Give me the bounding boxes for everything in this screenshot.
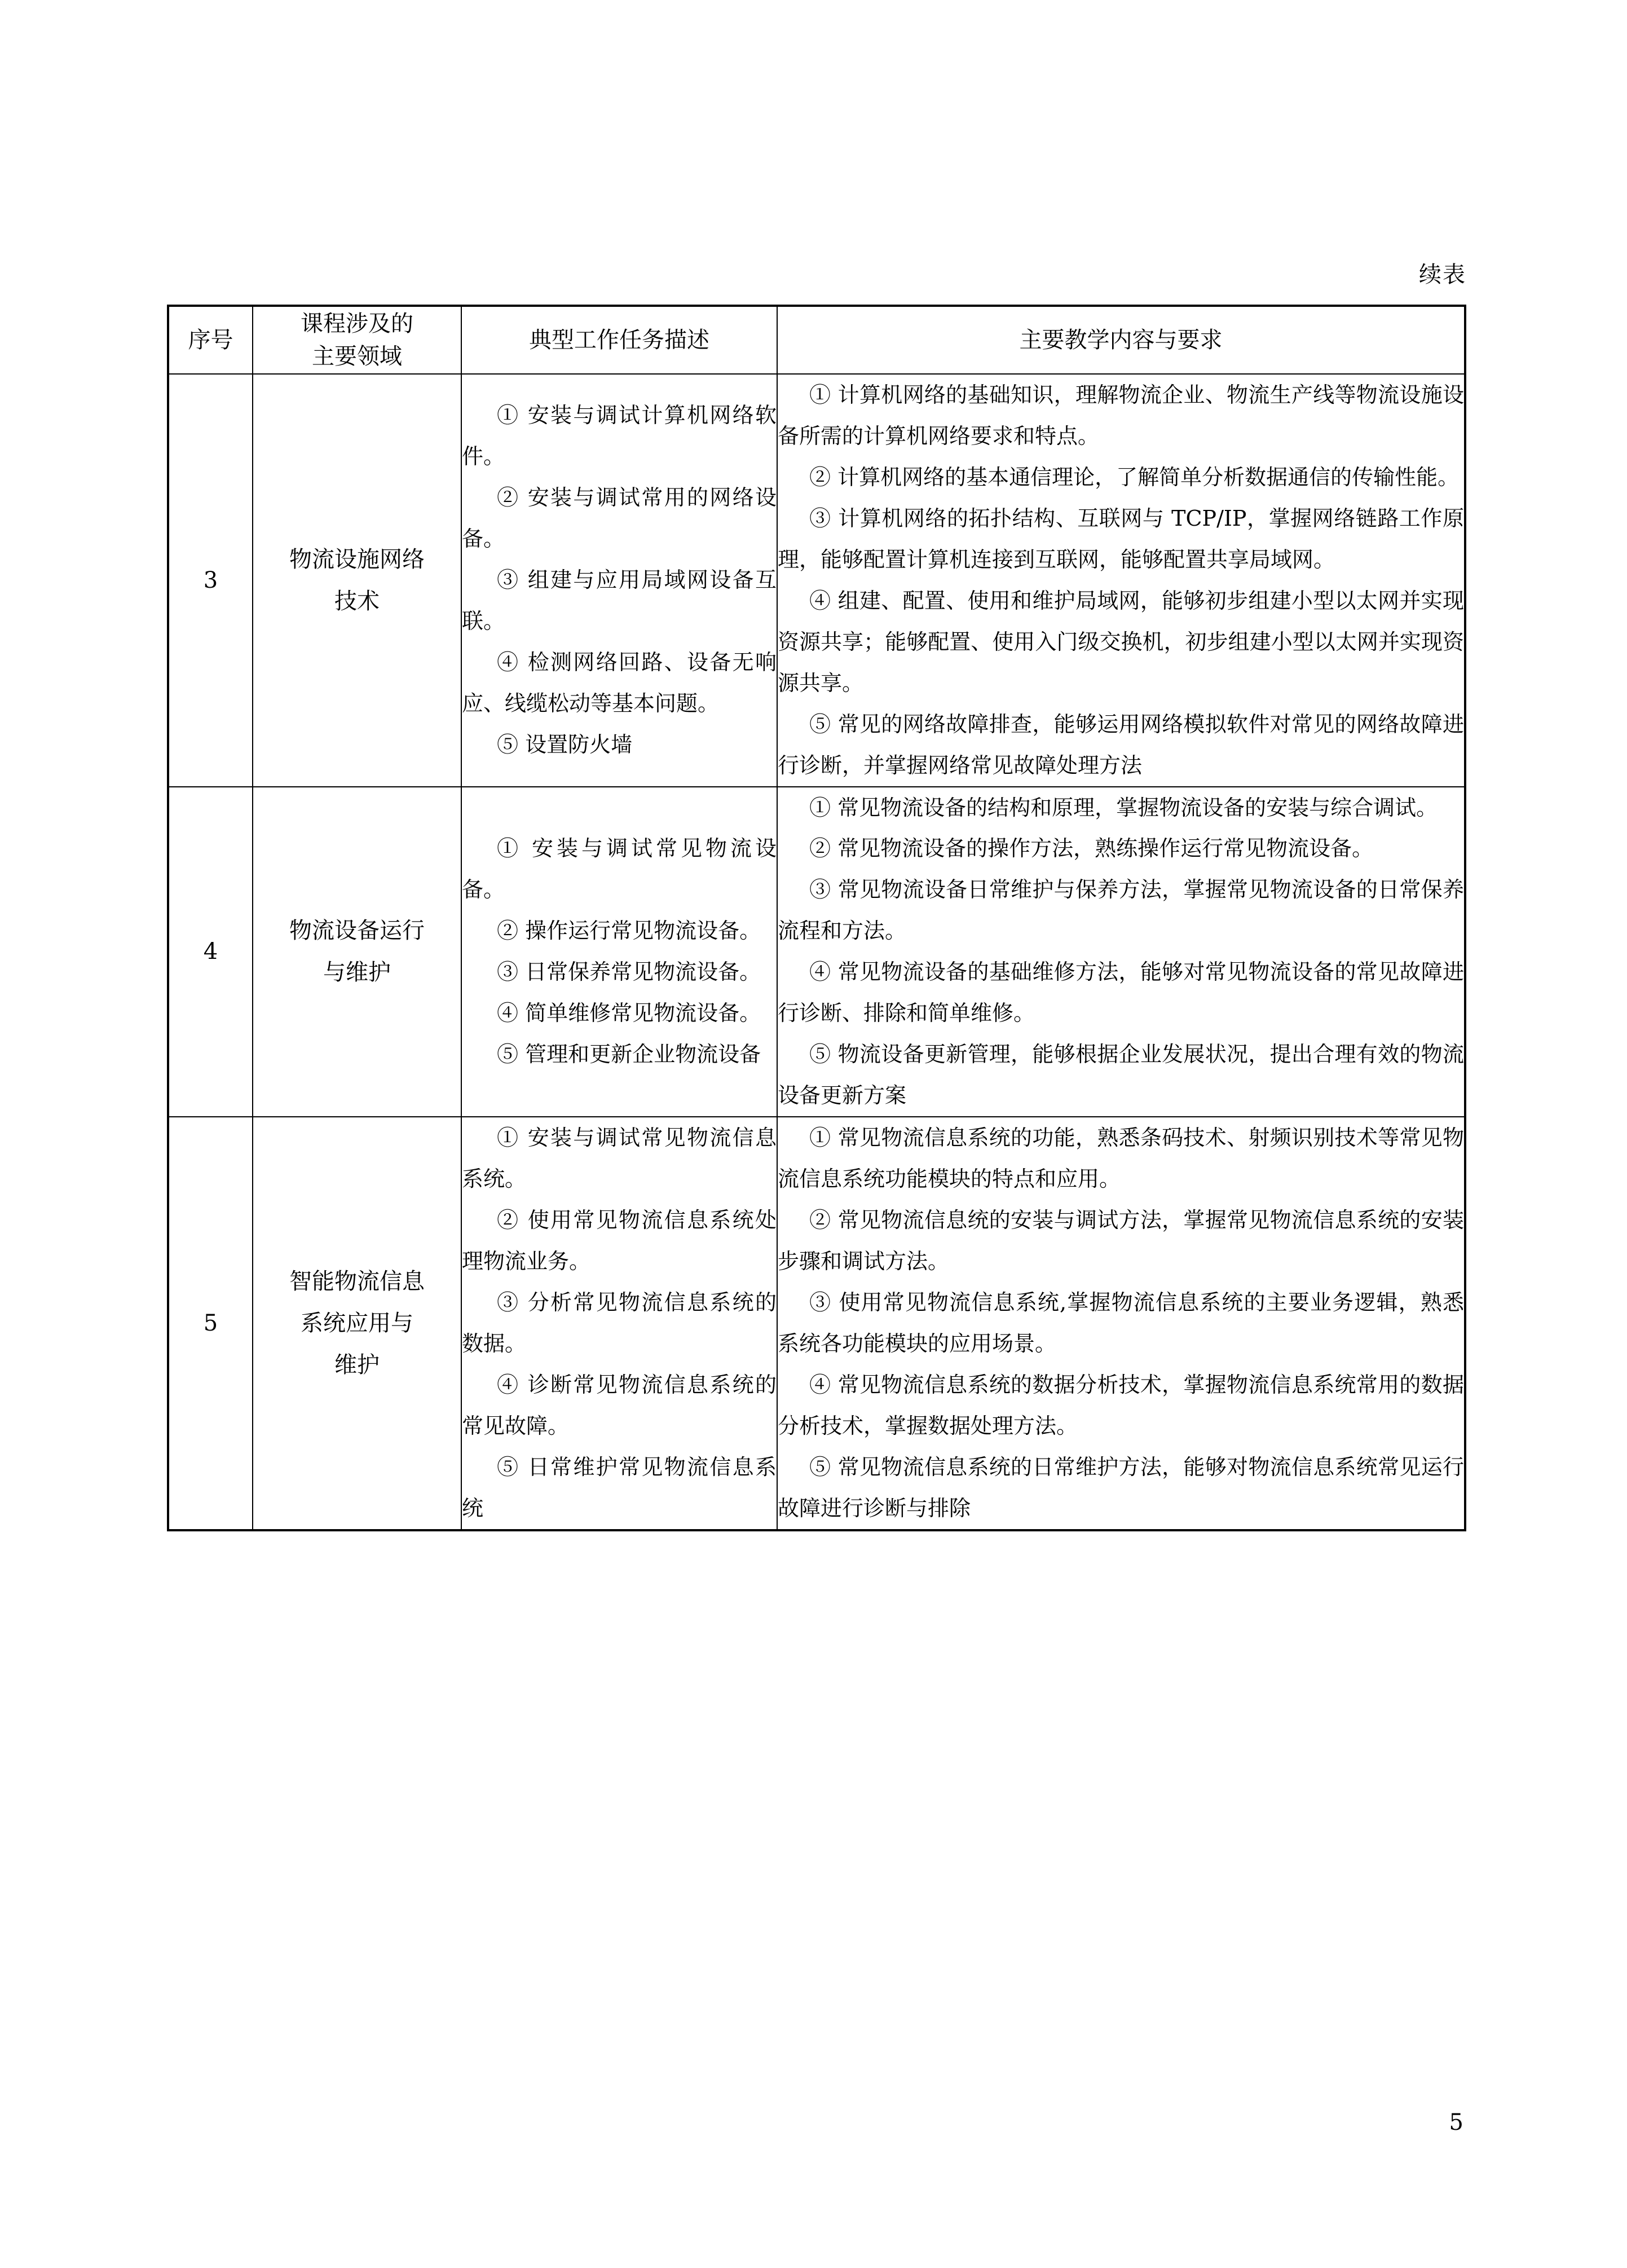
teaching-item: ④ 常见物流信息系统的数据分析技术，掌握物流信息系统常用的数据分析技术，掌握数据处理方法。 xyxy=(778,1372,1464,1438)
page-number: 5 xyxy=(1449,2110,1463,2135)
task-item: ② 安装与调试常用的网络设备。 xyxy=(462,485,777,552)
header-cell-teaching xyxy=(777,306,1465,374)
row-field-cell xyxy=(253,787,461,1117)
course-task-table xyxy=(167,305,1466,1531)
table-row xyxy=(168,374,1465,787)
field-line: 智能物流信息 xyxy=(289,1268,425,1294)
teaching-item: ⑤ 常见的网络故障排查，能够运用网络模拟软件对常见的网络故障进行诊断，并掌握网络常见故障处理方法 xyxy=(778,711,1464,778)
task-item: ① 安装与调试常见物流信息系统。 xyxy=(462,1125,777,1192)
header-field-line2: 主要领域 xyxy=(312,343,402,369)
teaching-item: ③ 常见物流设备日常维护与保养方法，掌握常见物流设备的日常保养流程和方法。 xyxy=(778,877,1464,944)
header-cell-field xyxy=(253,306,461,374)
task-item: ③ 组建与应用局域网设备互联。 xyxy=(462,567,777,634)
header-cell-task xyxy=(461,306,777,374)
field-line: 系统应用与 xyxy=(301,1310,413,1336)
row-teaching-cell xyxy=(777,787,1465,1117)
header-field-line1: 课程涉及的 xyxy=(301,311,413,337)
task-item: ③ 日常保养常见物流设备。 xyxy=(497,959,761,985)
task-item: ⑤ 日常维护常见物流信息系统 xyxy=(462,1454,777,1521)
teaching-item: ① 常见物流信息系统的功能，熟悉条码技术、射频识别技术等常见物流信息系统功能模块的特点和应用。 xyxy=(778,1125,1464,1192)
row-teaching-cell xyxy=(777,1117,1465,1530)
field-line: 维护 xyxy=(334,1351,380,1378)
row-teaching-cell xyxy=(777,374,1465,787)
table-body xyxy=(168,374,1465,1530)
row-task-cell xyxy=(461,374,777,787)
teaching-item: ③ 计算机网络的拓扑结构、互联网与 TCP/IP，掌握网络链路工作原理，能够配置计算机连接到互联网，能够配置共享局域网。 xyxy=(778,505,1464,572)
teaching-item: ④ 常见物流设备的基础维修方法，能够对常见物流设备的常见故障进行诊断、排除和简单维修。 xyxy=(778,959,1464,1026)
row-number-cell: 5 xyxy=(168,1117,253,1530)
teaching-item: ② 计算机网络的基本通信理论，了解简单分析数据通信的传输性能。 xyxy=(809,464,1460,490)
task-item: ④ 简单维修常见物流设备。 xyxy=(497,1001,761,1026)
header-teaching-line1: 主要教学内容与要求 xyxy=(1019,327,1223,353)
task-item: ⑤ 管理和更新企业物流设备 xyxy=(497,1042,761,1067)
task-item: ⑤ 设置防火墙 xyxy=(497,732,633,758)
teaching-item: ① 常见物流设备的结构和原理，掌握物流设备的安装与综合调试。 xyxy=(809,795,1438,820)
table-header xyxy=(168,306,1465,374)
teaching-item: ② 常见物流设备的操作方法，熟练操作运行常见物流设备。 xyxy=(809,836,1374,861)
teaching-item: ④ 组建、配置、使用和维护局域网，能够初步组建小型以太网并实现资源共享；能够配置、使用入门级交换机，初步组建小型以太网并实现资源共享。 xyxy=(778,588,1464,695)
teaching-item: ⑤ 物流设备更新管理，能够根据企业发展状况，提出合理有效的物流设备更新方案 xyxy=(778,1042,1464,1108)
row-number-cell: 3 xyxy=(168,374,253,787)
task-item: ① 安装与调试计算机网络软件。 xyxy=(462,403,777,469)
field-line: 物流设施网络 xyxy=(289,546,425,572)
task-item: ① 安装与调试常见物流设备。 xyxy=(462,836,777,902)
header-cell-no xyxy=(168,306,253,374)
task-item: ④ 检测网络回路、设备无响应、线缆松动等基本问题。 xyxy=(462,650,777,716)
row-field-cell xyxy=(253,374,461,787)
teaching-item: ③ 使用常见物流信息系统,掌握物流信息系统的主要业务逻辑，熟悉系统各功能模块的应用场景。 xyxy=(778,1289,1464,1356)
header-no-line1: 序号 xyxy=(188,327,233,353)
task-item: ③ 分析常见物流信息系统的数据。 xyxy=(462,1289,777,1356)
row-number-cell: 4 xyxy=(168,787,253,1117)
continued-table-label: 续表 xyxy=(1419,262,1466,288)
field-line: 物流设备运行 xyxy=(289,918,425,944)
teaching-item: ⑤ 常见物流信息系统的日常维护方法，能够对物流信息系统常见运行故障进行诊断与排除 xyxy=(778,1454,1464,1521)
row-field-cell xyxy=(253,1117,461,1530)
row-task-cell xyxy=(461,1117,777,1530)
table-row xyxy=(168,787,1465,1117)
header-task-line1: 典型工作任务描述 xyxy=(529,327,709,353)
field-line: 技术 xyxy=(334,588,380,614)
task-item: ④ 诊断常见物流信息系统的常见故障。 xyxy=(462,1372,777,1438)
table-row xyxy=(168,1117,1465,1530)
field-line: 与维护 xyxy=(323,959,391,986)
teaching-item: ② 常见物流信息统的安装与调试方法，掌握常见物流信息系统的安装步骤和调试方法。 xyxy=(778,1208,1464,1274)
teaching-item: ① 计算机网络的基础知识，理解物流企业、物流生产线等物流设施设备所需的计算机网络要求和特点。 xyxy=(778,382,1464,448)
row-task-cell xyxy=(461,787,777,1117)
task-item: ② 使用常见物流信息系统处理物流业务。 xyxy=(462,1208,777,1274)
task-item: ② 操作运行常见物流设备。 xyxy=(497,918,761,944)
table-header-row xyxy=(168,306,1465,374)
